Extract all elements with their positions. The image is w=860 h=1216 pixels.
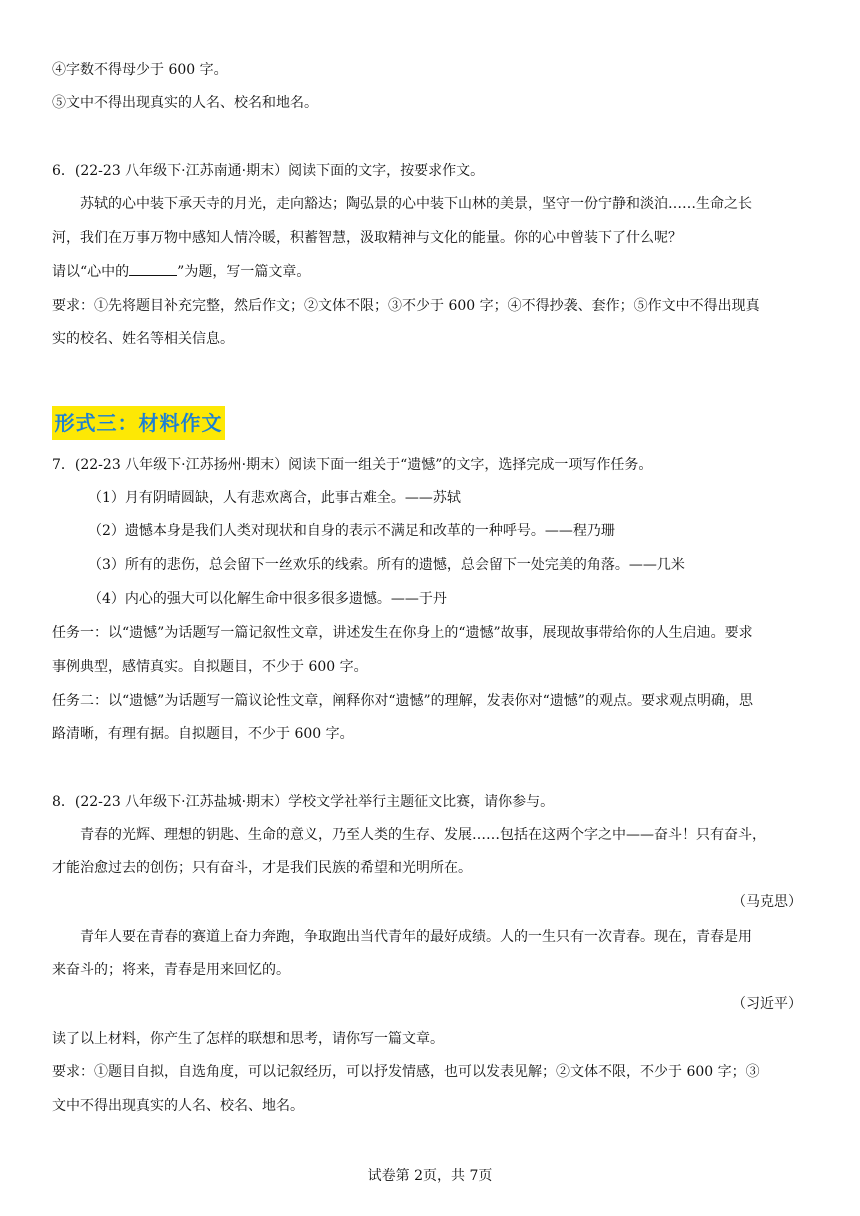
title-blank bbox=[129, 261, 177, 276]
requirement-4: ④字数不得母少于 600 字。 bbox=[52, 62, 228, 78]
question-8-prompt: 读了以上材料，你产生了怎样的联想和思考，请你写一篇文章。 bbox=[52, 1031, 444, 1047]
question-6-requirements-line-2: 实的校名、姓名等相关信息。 bbox=[52, 331, 234, 347]
question-8-requirements-line-2: 文中不得出现真实的人名、校名、地名。 bbox=[52, 1098, 304, 1114]
material-2-source: （习近平） bbox=[732, 996, 802, 1012]
quote-item-4: （4）内心的强大可以化解生命中很多很多遗憾。——于丹 bbox=[88, 591, 447, 607]
section-heading: 形式三：材料作文 bbox=[52, 406, 225, 440]
question-7-heading: 7．(22-23 八年级下·江苏扬州·期末）阅读下面一组关于“遗憾”的文字，选择完成一项写作任务。 bbox=[52, 457, 653, 473]
requirement-5: ⑤文中不得出现真实的人名、校名和地名。 bbox=[52, 95, 318, 111]
task-1-line-1: 任务一：以“遗憾”为话题写一篇记叙性文章，讲述发生在你身上的“遗憾”故事，展现故事带给你的人生启迪。要求 bbox=[52, 625, 753, 641]
title-prompt-suffix: ”为题，写一篇文章。 bbox=[177, 264, 311, 280]
question-6-passage-line-1: 苏轼的心中装下承天寺的月光，走向豁达；陶弘景的心中装下山林的美景，坚守一份宁静和淡泊……生命之长 bbox=[80, 196, 752, 212]
material-1-source: （马克思） bbox=[732, 894, 802, 910]
material-1-line-2: 才能治愈过去的创伤；只有奋斗，才是我们民族的希望和光明所在。 bbox=[52, 860, 472, 876]
quote-item-3: （3）所有的悲伤，总会留下一丝欢乐的线索。所有的遗憾，总会留下一处完美的角落。——几米 bbox=[88, 557, 685, 573]
material-1-line-1: 青春的光辉、理想的钥匙、生命的意义，乃至人类的生存、发展……包括在这两个字之中——奋斗！只有奋斗， bbox=[80, 827, 766, 843]
material-2-line-2: 来奋斗的；将来，青春是用来回忆的。 bbox=[52, 962, 290, 978]
material-2-line-1: 青年人要在青春的赛道上奋力奔跑，争取跑出当代青年的最好成绩。人的一生只有一次青春。现在，青春是用 bbox=[80, 929, 752, 945]
question-6-heading: 6．(22-23 八年级下·江苏南通·期末）阅读下面的文字，按要求作文。 bbox=[52, 163, 485, 179]
task-2-line-1: 任务二：以“遗憾”为话题写一篇议论性文章，阐释你对“遗憾”的理解，发表你对“遗憾”的观点。要求观点明确，思 bbox=[52, 693, 753, 709]
page-footer: 试卷第 2页，共 7页 bbox=[367, 1168, 493, 1184]
task-1-line-2: 事例典型，感情真实。自拟题目，不少于 600 字。 bbox=[52, 659, 368, 675]
question-6-passage-line-2: 河，我们在万事万物中感知人情冷暖，积蓄智慧，汲取精神与文化的能量。你的心中曾装下了什么呢？ bbox=[52, 230, 682, 246]
question-8-requirements-line-1: 要求：①题目自拟，自选角度，可以记叙经历，可以抒发情感，也可以发表见解；②文体不限，不少于 600 字；③ bbox=[52, 1064, 760, 1080]
title-prompt-prefix: 请以“心中的 bbox=[52, 264, 130, 280]
quote-item-1: （1）月有阴晴圆缺，人有悲欢离合，此事古难全。——苏轼 bbox=[88, 490, 461, 506]
question-8-heading: 8．(22-23 八年级下·江苏盐城·期末）学校文学社举行主题征文比赛，请你参与。 bbox=[52, 794, 555, 810]
question-6-requirements-line-1: 要求：①先将题目补充完整，然后作文；②文体不限；③不少于 600 字；④不得抄袭、套作；⑤作文中不得出现真 bbox=[52, 298, 760, 314]
quote-item-2: （2）遗憾本身是我们人类对现状和自身的表示不满足和改革的一种呼号。——程乃珊 bbox=[88, 523, 615, 539]
question-6-title-prompt bbox=[52, 261, 310, 282]
task-2-line-2: 路清晰，有理有据。自拟题目，不少于 600 字。 bbox=[52, 726, 354, 742]
